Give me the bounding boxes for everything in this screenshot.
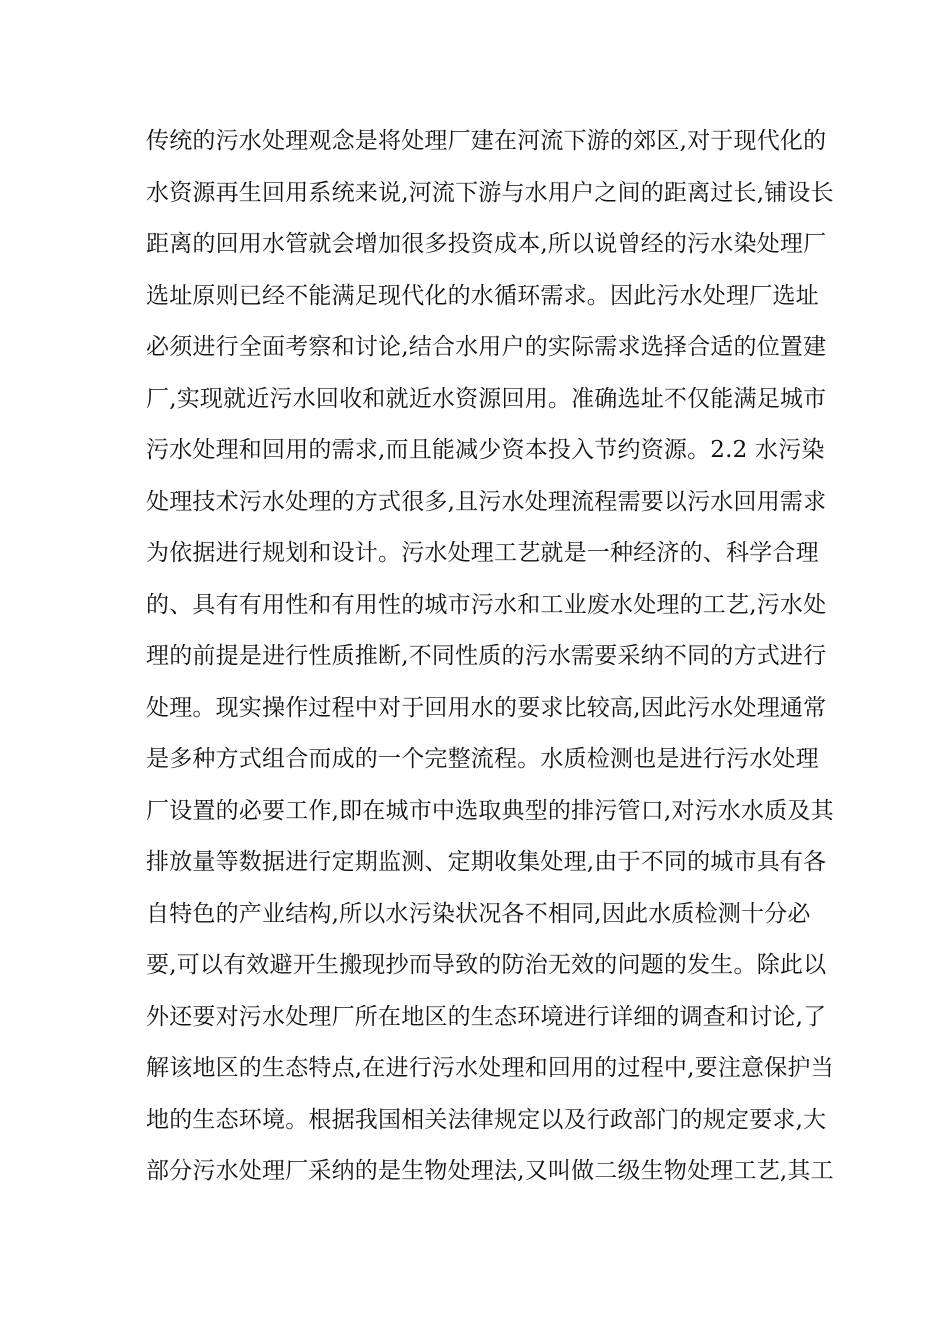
text-line: 理的前提是进行性质推断,不同性质的污水需要采纳不同的方式进行 bbox=[146, 643, 827, 669]
text-line: 水资源再生回用系统来说,河流下游与水用户之间的距离过长,铺设长 bbox=[146, 179, 834, 206]
text-line: 传统的污水处理观念是将处理厂建在河流下游的郊区,对于现代化的 bbox=[146, 128, 827, 154]
text-line: 排放量等数据进行定期监测、定期收集处理,由于不同的城市具有各 bbox=[146, 849, 827, 875]
text-line: 污水处理和回用的需求,而且能减少资本投入节约资源。2.2 水污染 bbox=[146, 437, 825, 463]
text-line: 外还要对污水处理厂所在地区的生态环境进行详细的调查和讨论,了 bbox=[146, 1003, 827, 1030]
text-line: 厂设置的必要工作,即在城市中选取典型的排污管口,对污水水质及其 bbox=[146, 797, 834, 824]
text-line: 是多种方式组合而成的一个完整流程。水质检测也是进行污水处理 bbox=[146, 746, 819, 772]
text-line: 解该地区的生态特点,在进行污水处理和回用的过程中,要注意保护当 bbox=[146, 1055, 834, 1081]
text-line: 处理技术污水处理的方式很多,且污水处理流程需要以污水回用需求 bbox=[146, 488, 827, 515]
text-line: 地的生态环境。根据我国相关法律规定以及行政部门的规定要求,大 bbox=[146, 1106, 827, 1133]
text-line: 为依据进行规划和设计。污水处理工艺就是一种经济的、科学合理 bbox=[146, 540, 819, 566]
text-line: 部分污水处理厂采纳的是生物处理法,又叫做二级生物处理工艺,其工 bbox=[146, 1158, 834, 1184]
text-line: 要,可以有效避开生搬现抄而导致的防治无效的问题的发生。除此以 bbox=[146, 952, 827, 978]
text-line: 选址原则已经不能满足现代化的水循环需求。因此污水处理厂选址 bbox=[146, 282, 819, 309]
text-line: 自特色的产业结构,所以水污染状况各不相同,因此水质检测十分必 bbox=[146, 900, 811, 927]
text-line: 处理。现实操作过程中对于回用水的要求比较高,因此污水处理通常 bbox=[146, 694, 827, 721]
text-line: 的、具有有用性和有用性的城市污水和工业废水处理的工艺,污水处 bbox=[146, 591, 827, 618]
text-line: 必须进行全面考察和讨论,结合水用户的实际需求选择合适的位置建 bbox=[146, 334, 827, 360]
text-line: 距离的回用水管就会增加很多投资成本,所以说曾经的污水染处理厂 bbox=[146, 231, 827, 257]
text-line: 厂,实现就近污水回收和就近水资源回用。准确选址不仅能满足城市 bbox=[146, 385, 827, 412]
body-paragraph bbox=[146, 116, 834, 1198]
